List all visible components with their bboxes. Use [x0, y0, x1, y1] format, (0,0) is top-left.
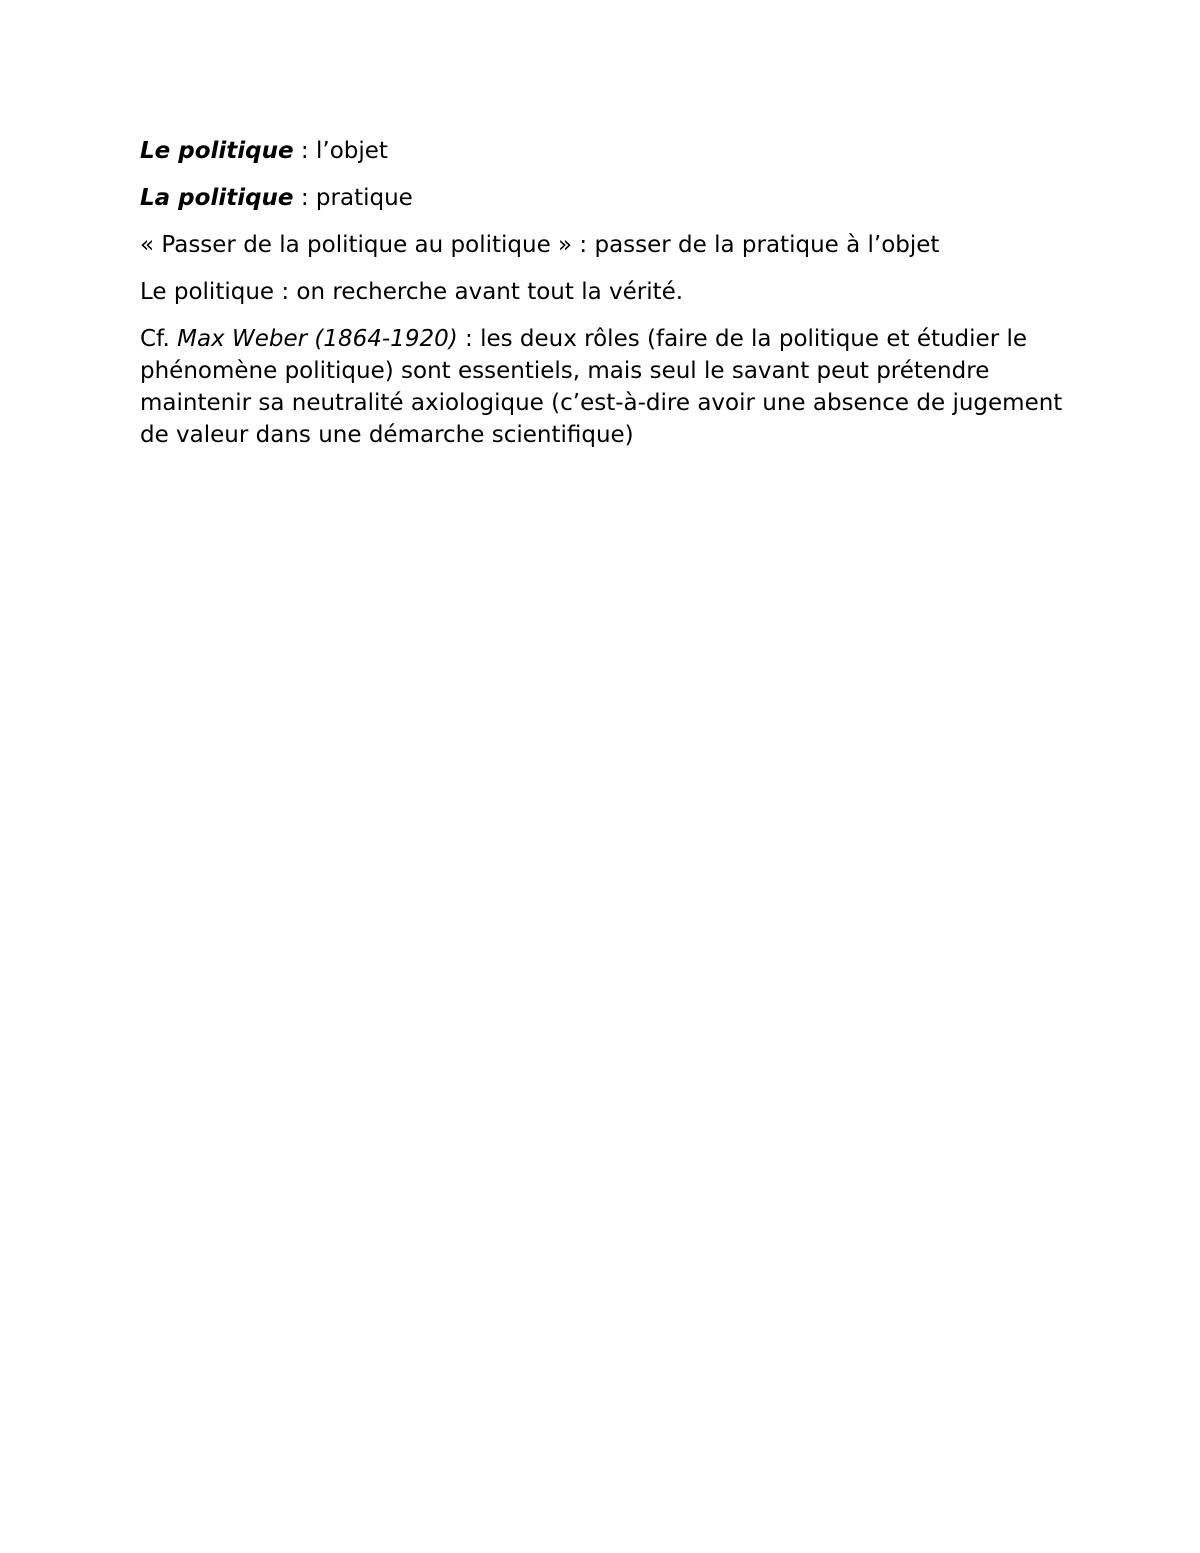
definition-la-politique: : pratique	[293, 185, 413, 211]
weber-prefix: Cf.	[140, 326, 178, 352]
paragraph-verite: Le politique : on recherche avant tout la vérité.	[140, 279, 684, 305]
weber-name: Max Weber (1864-1920)	[177, 326, 458, 352]
document-body	[140, 135, 1070, 466]
paragraph-passer: « Passer de la politique au politique » : passer de la pratique à l’objet	[140, 232, 940, 258]
definition-le-politique: : l’objet	[293, 138, 388, 164]
term-la-politique: La politique	[140, 185, 294, 211]
paragraph-la-politique	[140, 182, 1070, 214]
weber-text: : les deux rôles (faire de la politique et étudier le phénomène politique) sont essentiels, mais seul le savant peut prétendre maintenir sa neutralité axiologique (c’est-à-dire avoir une absence de jugement de valeur dans une démarche scientifique)	[140, 326, 1063, 448]
term-le-politique: Le politique	[140, 138, 294, 164]
paragraph-weber	[140, 323, 1070, 451]
paragraph-le-politique	[140, 135, 1070, 167]
